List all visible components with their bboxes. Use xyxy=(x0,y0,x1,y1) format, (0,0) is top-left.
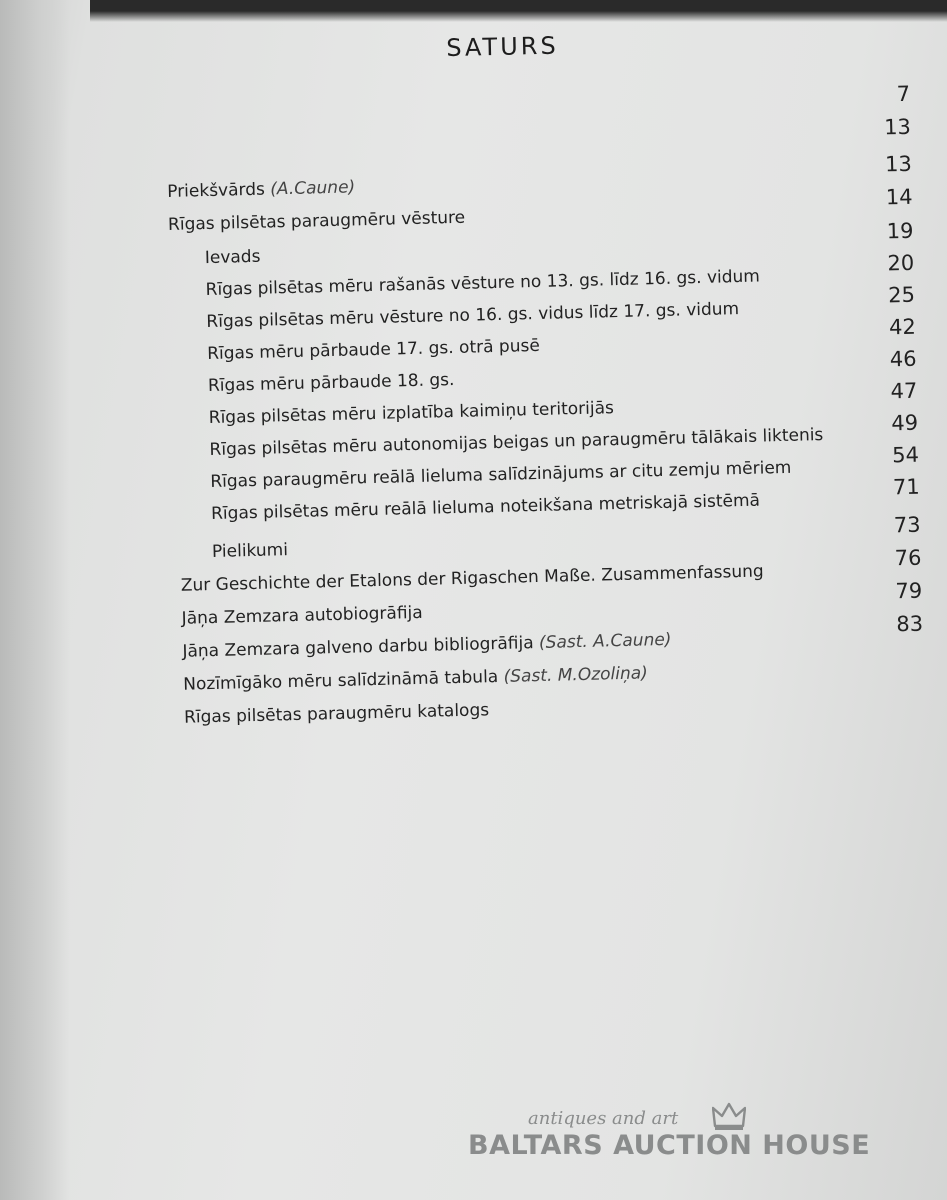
toc-entry-title: Rīgas pilsētas mēru izplatība kaimiņu teritorijās xyxy=(208,398,615,429)
toc-entry-title: Rīgas mēru pārbaude 17. gs. otrā pusē xyxy=(206,335,541,365)
toc-entry-title: Priekšvārds (A.Caune) xyxy=(167,177,356,202)
toc-entry-title: Rīgas mēru pārbaude 18. gs. xyxy=(207,370,455,397)
table-of-contents xyxy=(165,81,924,728)
toc-entry-title: Rīgas pilsētas paraugmēru vēsture xyxy=(167,207,466,235)
toc-page-number: 54 xyxy=(891,442,920,468)
toc-page-number: 19 xyxy=(886,218,914,244)
toc-entry-title: Rīgas paraugmēru reālā lieluma salīdzinājums ar citu zemju mēriem xyxy=(210,457,792,493)
toc-page-number: 14 xyxy=(885,184,913,210)
watermark-tagline: antiques and art xyxy=(528,1108,679,1129)
toc-page-number: 76 xyxy=(894,545,922,571)
toc-page-number: 20 xyxy=(887,250,915,276)
toc-page-number: 83 xyxy=(896,611,924,637)
toc-entry-title: Rīgas pilsētas mēru vēsture no 16. gs. vidus līdz 17. gs. vidum xyxy=(206,299,740,333)
toc-page-number: 47 xyxy=(890,378,918,404)
toc-page-number: 73 xyxy=(893,512,921,538)
toc-page-number: 7 xyxy=(896,81,911,107)
book-spine-shadow xyxy=(0,0,70,1200)
toc-entry-author-note: (Sast. A.Caune) xyxy=(533,629,672,654)
toc-page-number: 13 xyxy=(883,114,912,140)
toc-entry-title: Jāņa Zemzara autobiogrāfija xyxy=(181,602,423,629)
top-edge-shadow xyxy=(90,0,947,22)
toc-page-number: 71 xyxy=(892,474,920,500)
toc-page-number: 25 xyxy=(887,282,916,308)
toc-entry-title: Nozīmīgāko mēru salīdzināmā tabula (Sast. M.Ozoliņa) xyxy=(183,663,649,695)
crown-icon xyxy=(712,1102,746,1132)
toc-entry-title: Rīgas pilsētas mēru reālā lieluma noteikšana metriskajā sistēmā xyxy=(210,490,761,524)
toc-page-number: 46 xyxy=(889,346,917,372)
toc-page-number: 13 xyxy=(884,151,913,177)
toc-entry-author-note: (Sast. M.Ozoliņa) xyxy=(497,663,649,688)
toc-page-number: 49 xyxy=(891,410,919,436)
page-title: SATURS xyxy=(446,31,559,62)
toc-page-number: 79 xyxy=(895,578,923,604)
toc-entry-title: Rīgas pilsētas paraugmēru katalogs xyxy=(183,700,490,728)
toc-page-number: 42 xyxy=(888,314,917,340)
toc-entry-title: Zur Geschichte der Etalons der Rigaschen Maße. Zusammenfassung xyxy=(180,561,764,596)
watermark-name: BALTARS AUCTION HOUSE xyxy=(468,1130,871,1161)
toc-entry-title: Jāņa Zemzara galveno darbu bibliogrāfija (Sast. A.Caune) xyxy=(182,629,672,662)
toc-entry-title: Rīgas pilsētas mēru rašanās vēsture no 13. gs. līdz 16. gs. vidum xyxy=(205,266,761,301)
toc-entry-title: Pielikumi xyxy=(211,540,289,562)
toc-entry-author-note: (A.Caune) xyxy=(264,177,356,200)
toc-entry-title: Rīgas pilsētas mēru autonomijas beigas un paraugmēru tālākais liktenis xyxy=(209,425,824,461)
toc-entry-title: Ievads xyxy=(204,246,261,269)
